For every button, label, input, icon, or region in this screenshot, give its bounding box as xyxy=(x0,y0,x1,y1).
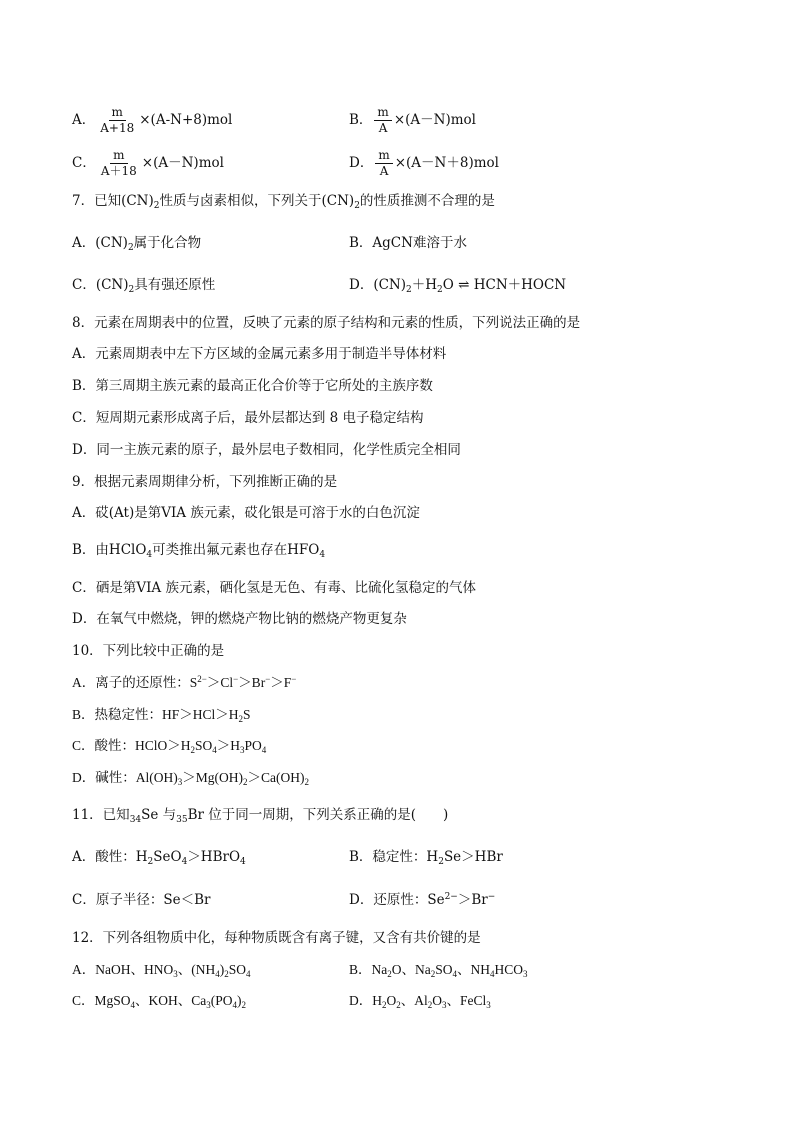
q8-option-a: A．元素周期表中左下方区域的金属元素多用于制造半导体材料 xyxy=(72,346,447,362)
q9-option-b: B．由HClO$_4$可类推出氟元素也存在$HFO_4$ xyxy=(72,542,326,560)
q10-option-d: D．碱性：$Al(OH)_3>Mg(OH)_2>Ca(OH)_2$ xyxy=(72,770,309,787)
fraction: $\frac{m}{A}$ xyxy=(375,148,392,179)
q8-option-b: B．第三周期主族元素的最高正化合价等于它所处的主族序数 xyxy=(72,378,433,394)
q10-option-c: C．酸性：$HClO>H_2SO_4>H_3PO_4$ xyxy=(72,738,267,755)
q9-stem: 9．根据元素周期律分析，下列推断正确的是 xyxy=(72,474,338,490)
q12-option-b: B．$Na_2O$、$Na_2SO_4$、$NH_4HCO_3$ xyxy=(349,962,528,979)
q12-option-d: D．$H_2O_2$、$Al_2O_3$、FeCl$_3$ xyxy=(349,993,491,1010)
q6-option-c: C． $\frac{m}{A+18}$ ×(A－N)mol xyxy=(72,148,224,178)
q12-option-c: C．MgSO$_4$、KOH、$Ca_3(PO_4)_2$ xyxy=(72,993,247,1010)
fraction: $\frac{m}{A}$ xyxy=(374,105,391,136)
q7-option-d: D．$(CN)_2+H_2O$ ⇌ HCN＋HOCN xyxy=(349,277,567,295)
q9-option-d: D．在氧气中燃烧，钾的燃烧产物比钠的燃烧产物更复杂 xyxy=(72,611,407,627)
q8-option-c: C．短周期元素形成离子后，最外层都达到 8 电子稳定结构 xyxy=(72,410,424,426)
q12-stem: 12．下列各组物质中化，每种物质既含有离子键，又含有共价键的是 xyxy=(72,930,481,946)
q7-option-a: A．$(CN)_2$属于化合物 xyxy=(72,235,202,253)
q7-option-c: C．$(CN)_2$具有强还原性 xyxy=(72,277,216,295)
fraction: $\frac{m}{A+18}$ xyxy=(100,105,135,135)
q6-option-a: A． $\frac{m}{A+18}$ ×(A-N+8)mol xyxy=(72,105,233,135)
q11-option-d: D．还原性：$Se^{2-}>Br^-$ xyxy=(349,892,496,908)
fraction: $\frac{m}{A+18}$ xyxy=(100,148,137,178)
q7-stem: 7．已知$(CN)_2$性质与卤素相似，下列关于$(CN)_2$的性质推测不合理的是 xyxy=(72,193,495,211)
q11-stem: 11．已知$_{34}$Se 与$_{35}$Br 位于同一周期，下列关系正确的是( ) xyxy=(72,807,449,825)
q6-option-b: B． $\frac{m}{A}$ ×(A－N)mol xyxy=(349,105,476,135)
q8-stem: 8．元素在周期表中的位置，反映了元素的原子结构和元素的性质，下列说法正确的是 xyxy=(72,315,581,331)
option-label: A． xyxy=(72,112,96,128)
q11-option-c: C．原子半径：Se＜Br xyxy=(72,892,211,908)
q12-option-a: A．NaOH、$HNO_3$、$(NH_4)_2SO_4$ xyxy=(72,962,251,979)
q10-option-b: B．热稳定性：$HF>HCl>H_2S$ xyxy=(72,707,251,724)
q11-option-a: A．酸性：$H_2SeO_4>HBrO_4$ xyxy=(72,849,246,867)
q10-stem: 10．下列比较中正确的是 xyxy=(72,643,225,659)
q9-option-c: C．硒是第VIA 族元素，硒化氢是无色、有毒、比硫化氢稳定的气体 xyxy=(72,580,476,596)
q8-option-d: D．同一主族元素的原子，最外层电子数相同，化学性质完全相同 xyxy=(72,442,461,458)
q7-option-b: B．AgCN难溶于水 xyxy=(349,235,467,251)
q9-option-a: A．砹(At)是第VIA 族元素，砹化银是可溶于水的白色沉淀 xyxy=(72,505,420,521)
q11-option-b: B．稳定性：$H_2Se>HBr$ xyxy=(349,849,503,867)
q10-option-a: A．离子的还原性：$S^{2-}>Cl^->Br^->F^-$ xyxy=(72,674,297,690)
q6-option-d: D． $\frac{m}{A}$ ×(A－N＋8)mol xyxy=(349,148,499,178)
